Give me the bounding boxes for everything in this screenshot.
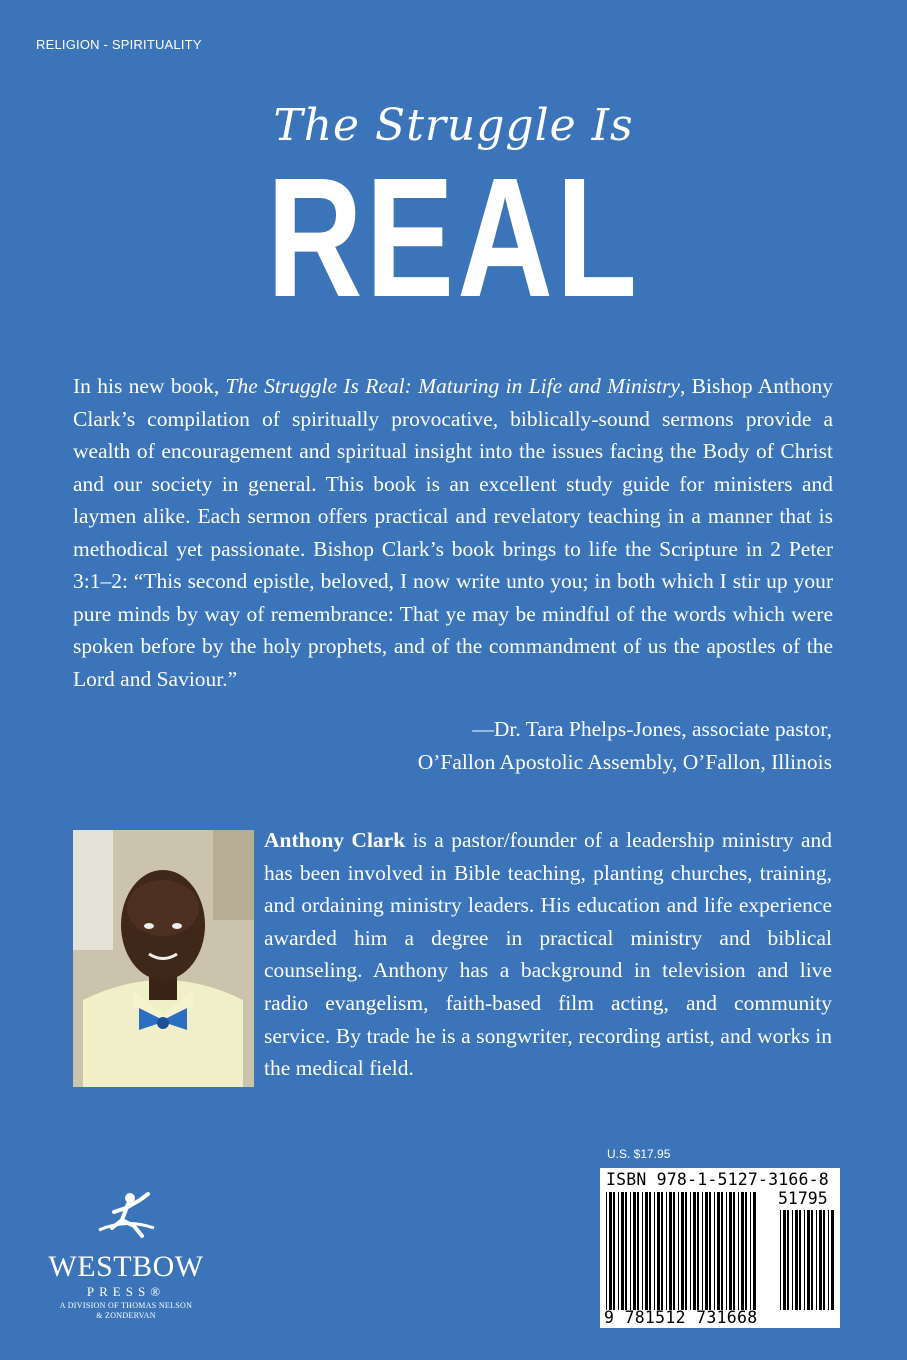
barcode-bar: [828, 1210, 829, 1310]
title-main: REAL: [266, 143, 641, 333]
barcode-addon-digits: 51795: [778, 1189, 828, 1208]
barcode: [600, 1168, 840, 1328]
barcode-bar: [657, 1192, 660, 1310]
barcode-bar: [729, 1192, 732, 1310]
barcode-bar: [669, 1192, 672, 1310]
barcode-bar: [816, 1210, 817, 1310]
barcode-bar: [633, 1192, 636, 1310]
publisher-press: PRESS®: [86, 1284, 166, 1299]
bio-author-name: Anthony Clark: [264, 828, 406, 852]
barcode-bars-main: [606, 1192, 756, 1310]
barcode-bar: [717, 1192, 720, 1310]
blurb-paragraph: [73, 370, 833, 695]
price-label: U.S. $17.95: [607, 1147, 671, 1161]
category-label: RELIGION - SPIRITUALITY: [36, 37, 202, 52]
barcode-bar: [621, 1192, 624, 1310]
barcode-bar: [807, 1210, 810, 1310]
barcode-bar: [741, 1192, 744, 1310]
barcode-bar: [645, 1192, 648, 1310]
barcode-bar: [823, 1210, 825, 1310]
barcode-bar: [714, 1192, 715, 1310]
publisher-logo: [36, 1190, 216, 1330]
barcode-bar: [795, 1210, 798, 1310]
barcode-bar: [630, 1192, 631, 1310]
barcode-bar: [613, 1192, 615, 1310]
blurb-book-title: The Struggle Is Real: Maturing in Life and Ministry: [225, 374, 680, 398]
barcode-bar: [673, 1192, 675, 1310]
barcode-bar: [678, 1192, 679, 1310]
barcode-bar: [637, 1192, 639, 1310]
runner-icon: [94, 1190, 158, 1250]
barcode-bar: [625, 1192, 627, 1310]
blurb-intro: In his new book,: [73, 374, 226, 398]
barcode-bar: [783, 1210, 786, 1310]
barcode-bar: [685, 1192, 687, 1310]
barcode-bar: [709, 1192, 711, 1310]
isbn-text: ISBN 978-1-5127-3166-8: [606, 1170, 829, 1189]
blurb-body: , Bishop Anthony Clark’s compilation of spiritually provocative, biblically-sound sermons provide a wealth of encouragement and spiritual insight into the issues facing the Body of Christ and our society in general. This book is an excellent study guide for ministers and laymen alike. Each sermon offers practical and revelatory teaching in a manner that is methodical yet passionate. Bishop Clark’s book brings to life the Scripture in 2 Peter 3:1–2: “This second epistle, beloved, I now write unto you; in both which I stir up your pure minds by way of remembrance: That ye may be mindful of the words which were spoken before by the holy prophets, and of the commandment of us the apostles of the Lord and Saviour.”: [73, 374, 833, 691]
barcode-bars-addon: [780, 1210, 834, 1310]
barcode-bar: [780, 1210, 781, 1310]
author-photo: [73, 830, 254, 1087]
barcode-bar: [799, 1210, 801, 1310]
division-line-1: A DIVISION OF THOMAS NELSON: [59, 1301, 193, 1310]
publisher-name: WESTBOW: [48, 1250, 204, 1283]
barcode-bar: [811, 1210, 813, 1310]
barcode-bar: [726, 1192, 727, 1310]
barcode-bar: [681, 1192, 684, 1310]
barcode-bar: [738, 1192, 739, 1310]
barcode-bar: [693, 1192, 696, 1310]
barcode-bar: [618, 1192, 619, 1310]
barcode-bar: [690, 1192, 691, 1310]
barcode-bar: [819, 1210, 822, 1310]
barcode-bar: [702, 1192, 703, 1310]
barcode-bar: [697, 1192, 699, 1310]
barcode-bar: [649, 1192, 651, 1310]
barcode-bar: [753, 1192, 756, 1310]
barcode-bar: [661, 1192, 663, 1310]
author-bio: [264, 824, 832, 1085]
barcode-bar: [792, 1210, 793, 1310]
barcode-bar: [654, 1192, 655, 1310]
barcode-bar: [705, 1192, 708, 1310]
barcode-bar: [609, 1192, 612, 1310]
bio-text: is a pastor/founder of a leadership ministry and has been involved in Bible teaching, planting churches, training, and ordaining ministry leaders. His education and life experience awarded him a degree in practical ministry and biblical counseling. Anthony has a background in television and live radio evangelism, faith-based film acting, and community service. By trade he is a songwriter, recording artist, and works in the medical field.: [264, 828, 832, 1081]
barcode-bar: [787, 1210, 789, 1310]
barcode-bar: [666, 1192, 667, 1310]
barcode-bar: [721, 1192, 723, 1310]
attribution-line-2: O’Fallon Apostolic Assembly, O’Fallon, Illinois: [417, 749, 832, 774]
attribution-line-1: —Dr. Tara Phelps-Jones, associate pastor,: [472, 717, 832, 741]
publisher-division: [36, 1301, 216, 1321]
ean-digits: 9 781512 731668: [604, 1308, 758, 1327]
barcode-bar: [831, 1210, 834, 1310]
barcode-bar: [642, 1192, 643, 1310]
barcode-bar: [733, 1192, 735, 1310]
barcode-bar: [750, 1192, 751, 1310]
barcode-bar: [606, 1192, 607, 1310]
attribution: [418, 713, 832, 778]
title-script: The Struggle Is: [273, 100, 634, 151]
barcode-bar: [745, 1192, 747, 1310]
barcode-bar: [804, 1210, 805, 1310]
division-line-2: & ZONDERVAN: [96, 1311, 156, 1320]
